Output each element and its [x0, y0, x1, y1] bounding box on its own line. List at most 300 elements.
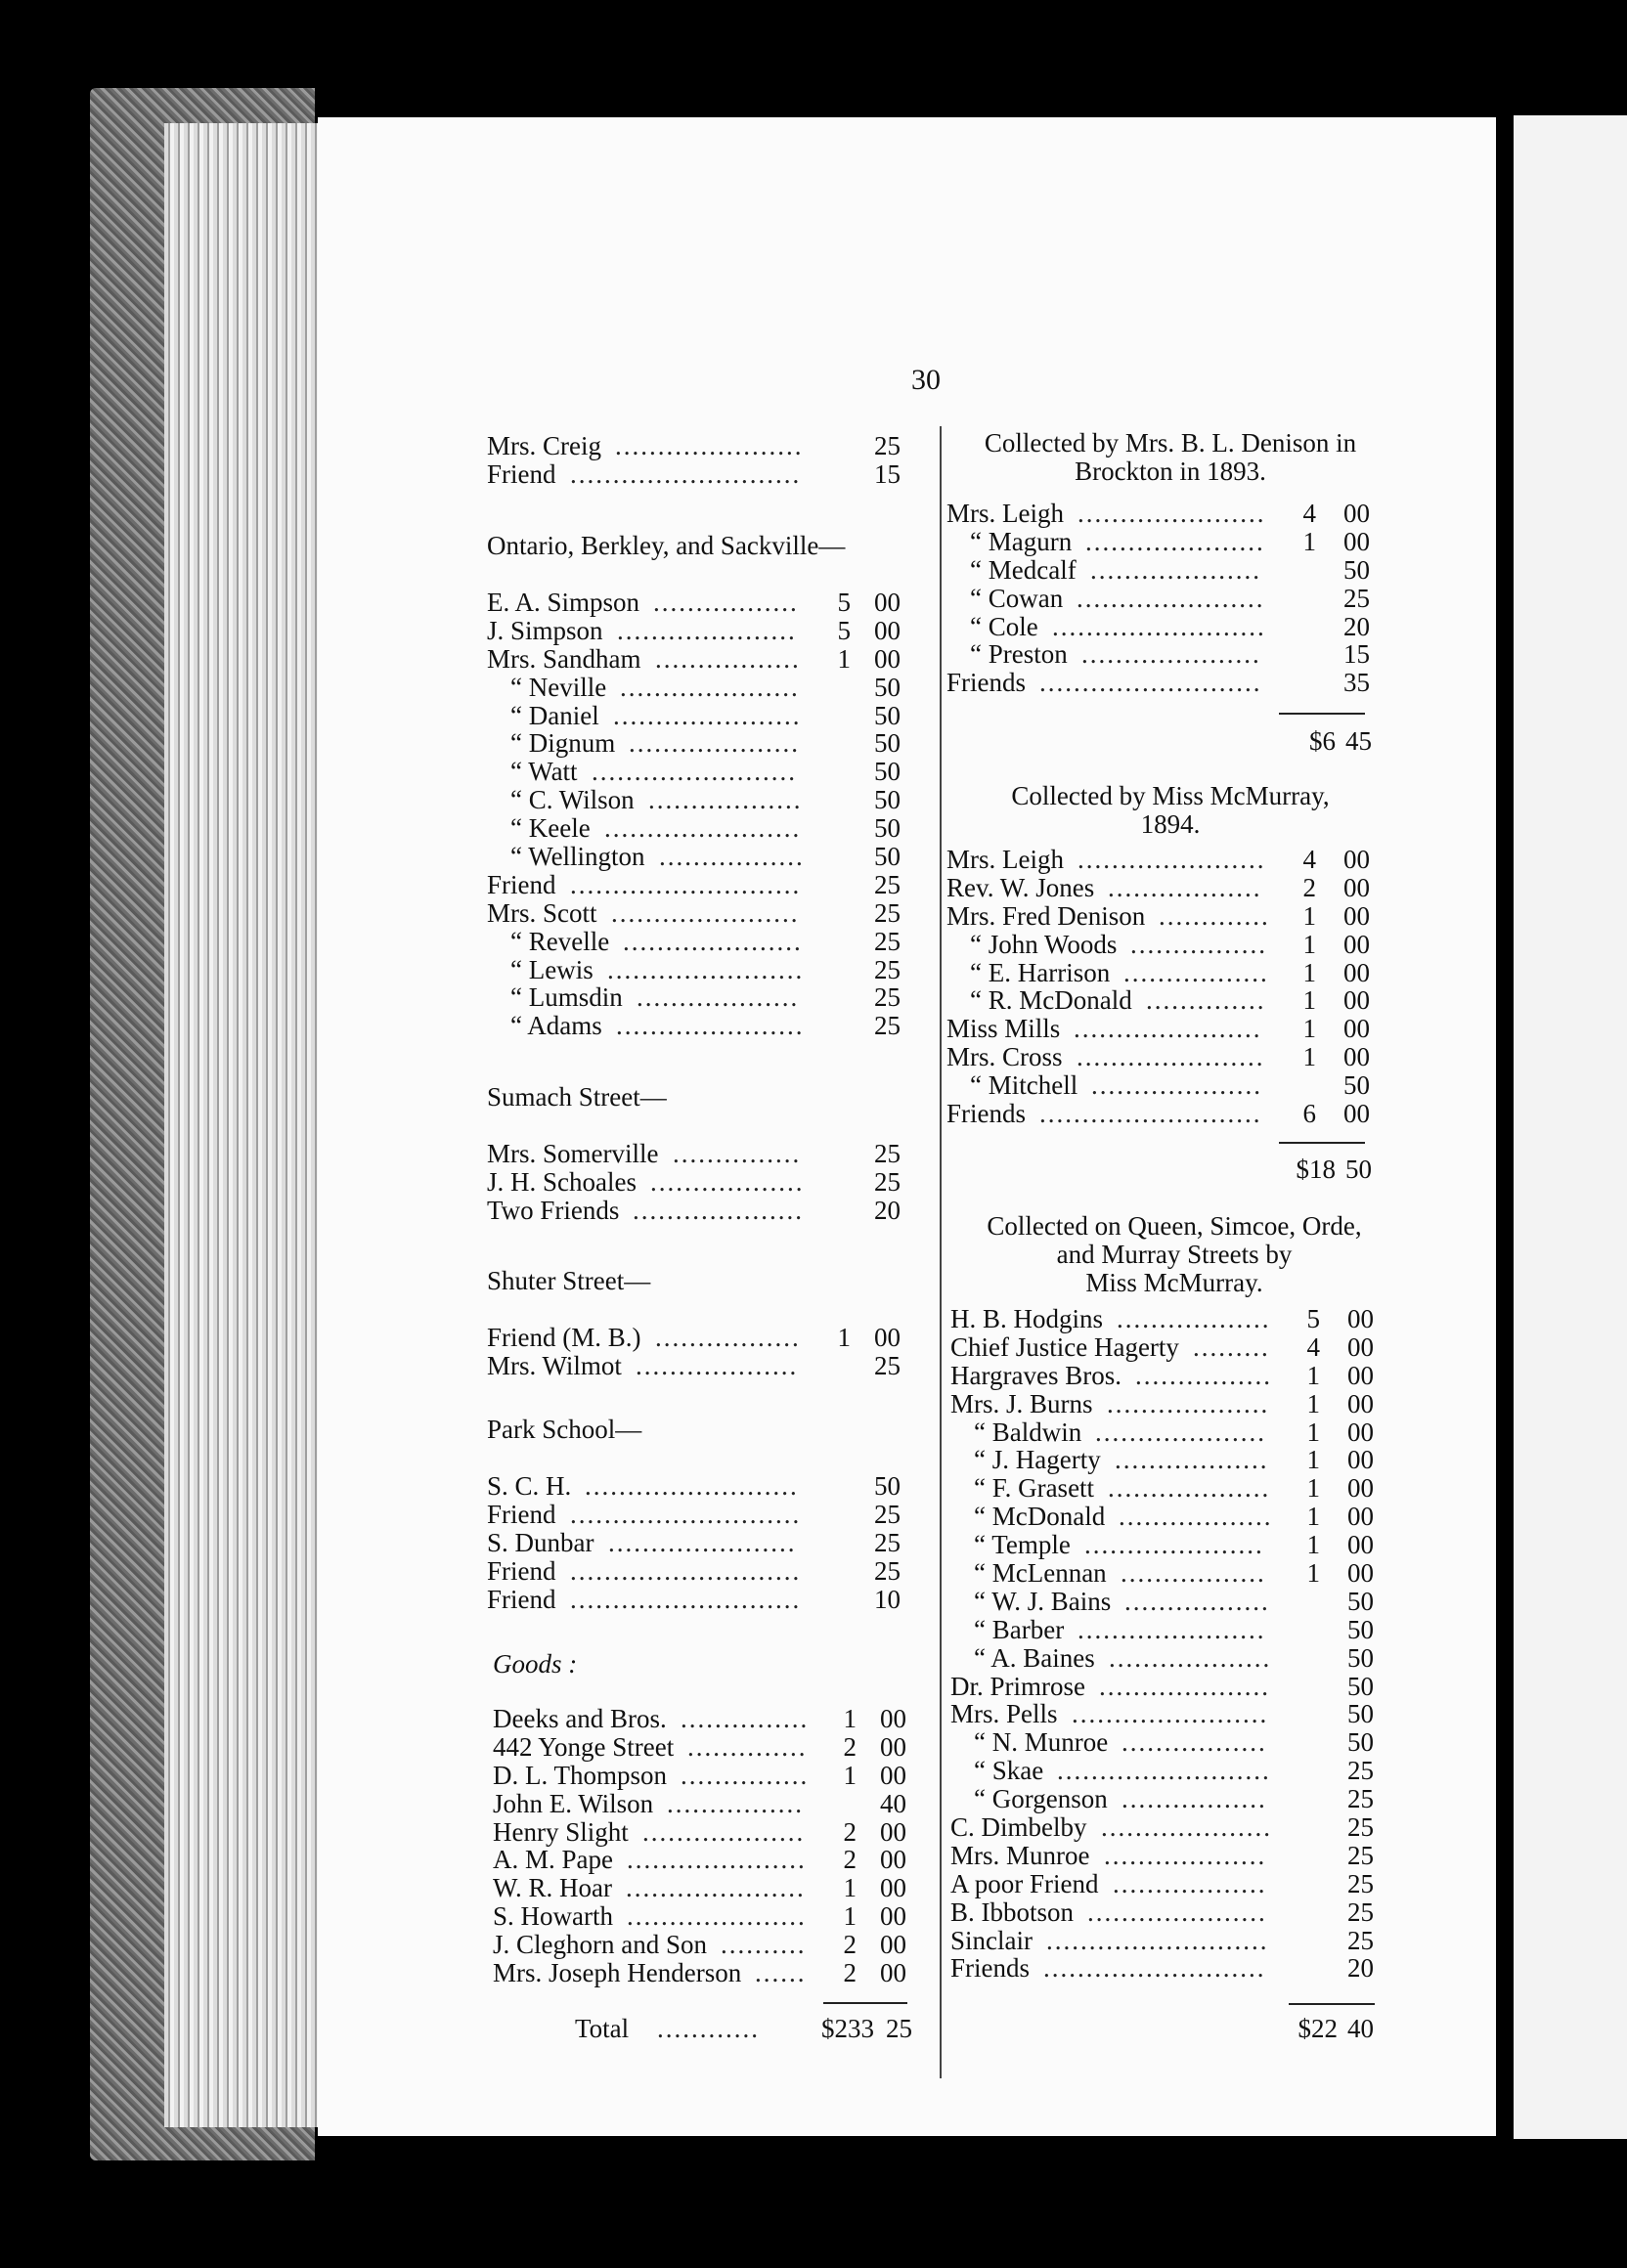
- amount-cents: 00: [1347, 1304, 1374, 1333]
- amount-cents: 10: [874, 1584, 901, 1614]
- amount-cents: 00: [1347, 1388, 1374, 1418]
- leader-dots: ..................: [648, 786, 803, 815]
- contributor-name: B. Ibbotson: [950, 1897, 1075, 1927]
- amount-cents: 00: [880, 1816, 906, 1847]
- leader-dots: ...................: [1107, 1389, 1270, 1418]
- ledger-row: [946, 500, 1377, 528]
- amount-dollars: 2: [843, 1930, 857, 1960]
- leader-dots: .....................: [620, 673, 800, 702]
- ledger-row: [950, 1927, 1381, 1955]
- ledger-row: [493, 1846, 915, 1874]
- total-dollars: $233: [821, 2014, 874, 2043]
- contributor-name: “ Barber: [974, 1614, 1065, 1644]
- amount-cents: 00: [874, 643, 901, 674]
- ledger-row: [950, 1418, 1381, 1447]
- amount-dollars: 1: [1306, 1445, 1320, 1475]
- leader-dots: ..........................: [1043, 1954, 1266, 1984]
- leader-dots: .................: [1124, 1587, 1270, 1616]
- amount-dollars: 5: [1306, 1304, 1320, 1333]
- denison-list: [946, 500, 1377, 697]
- leader-dots: ......................: [613, 701, 802, 730]
- ledger-row: [946, 931, 1377, 959]
- leader-dots: ......................: [615, 432, 804, 460]
- contributor-name: “ Revelle: [510, 926, 610, 956]
- page-number: 30: [911, 364, 941, 396]
- leader-dots: ......................: [1077, 846, 1266, 874]
- ledger-row: [493, 1733, 915, 1762]
- goods-list: [493, 1705, 915, 1987]
- queen-subtotal: [950, 2015, 1381, 2043]
- leader-dots: ....................: [1101, 1813, 1272, 1842]
- contributor-name: Hargraves Bros.: [950, 1360, 1121, 1390]
- amount-dollars: 1: [1306, 1417, 1320, 1447]
- leader-dots: ..............: [1146, 986, 1266, 1016]
- amount-cents: 25: [874, 869, 901, 899]
- amount-cents: 50: [874, 1471, 901, 1501]
- amount-cents: 50: [1343, 1070, 1370, 1101]
- amount-cents: 00: [874, 1323, 901, 1352]
- ledger-row: [487, 899, 909, 928]
- amount-dollars: 4: [1302, 845, 1316, 874]
- contributor-name: S. Howarth: [493, 1901, 613, 1932]
- ledger-row: [493, 1790, 915, 1818]
- contributor-name: “ Cole: [970, 611, 1038, 641]
- amount-cents: 00: [880, 1873, 906, 1903]
- amount-cents: 35: [1343, 668, 1370, 698]
- leader-dots: ...........................: [570, 870, 802, 899]
- amount-cents: 25: [1347, 1925, 1374, 1955]
- amount-cents: 25: [874, 1555, 901, 1586]
- ledger-row: [487, 983, 909, 1012]
- contributor-name: Rev. W. Jones: [946, 872, 1095, 902]
- contributor-name: “ Gorgenson: [974, 1784, 1108, 1814]
- leader-dots: .................: [1121, 1785, 1267, 1814]
- amount-cents: 00: [1343, 526, 1370, 556]
- contributor-name: Friend: [487, 1584, 556, 1614]
- amount-dollars: 1: [843, 1760, 857, 1790]
- leader-dots: .....................: [627, 1902, 807, 1932]
- contributor-name: S. C. H.: [487, 1471, 572, 1501]
- amount-dollars: 5: [837, 588, 851, 617]
- contributor-name: “ Magurn: [970, 526, 1073, 556]
- leader-dots: ..........................: [1039, 669, 1262, 698]
- ledger-row: [493, 1818, 915, 1847]
- ledger-row: [487, 1352, 909, 1380]
- left-top-list: [487, 432, 909, 489]
- contributor-name: Friend: [487, 1499, 556, 1529]
- shuter-list: [487, 1324, 909, 1380]
- contributor-name: J. H. Schoales: [487, 1166, 637, 1197]
- amount-cents: 00: [880, 1958, 906, 1988]
- ledger-row: [487, 674, 909, 702]
- leader-dots: ................: [1135, 1361, 1272, 1390]
- contributor-name: “ W. J. Bains: [974, 1586, 1112, 1616]
- heading-denison-line2: Brockton in 1893.: [1075, 457, 1266, 486]
- contributor-name: Friend: [487, 869, 556, 899]
- amount-cents: 50: [1347, 1586, 1374, 1616]
- mcmurray-subtotal-dollars: $18: [1296, 1155, 1336, 1184]
- leader-dots: ...........................: [570, 1500, 802, 1529]
- heading-queen-line3: Miss McMurray.: [1085, 1268, 1263, 1297]
- leader-dots: .....................: [1087, 1897, 1267, 1927]
- contributor-name: “ Neville: [510, 672, 607, 702]
- contributor-name: Mrs. Munroe: [950, 1840, 1090, 1870]
- ledger-row: [950, 1531, 1381, 1559]
- section-heading-sumach: Sumach Street—: [487, 1082, 667, 1112]
- ledger-row: [487, 1197, 909, 1225]
- leader-dots: ..................: [1119, 1503, 1273, 1532]
- leader-dots: .................: [1121, 1728, 1267, 1758]
- leader-dots: .....................: [1084, 1531, 1264, 1560]
- contributor-name: Mrs. Wilmot: [487, 1350, 622, 1380]
- contributor-name: Mrs. Cross: [946, 1042, 1063, 1072]
- amount-cents: 50: [874, 842, 901, 872]
- leader-dots: ......................: [1077, 1615, 1266, 1644]
- ledger-row: [487, 1529, 909, 1557]
- section-heading-park: Park School—: [487, 1415, 642, 1444]
- contributor-name: Mrs. Somerville: [487, 1139, 659, 1168]
- leader-dots: .........................: [1052, 612, 1266, 641]
- leader-dots: ...........................: [570, 1585, 802, 1614]
- leader-dots: ..........................: [1046, 1926, 1269, 1955]
- amount-cents: 25: [1347, 1784, 1374, 1814]
- heading-queen-line2: and Murray Streets by: [1056, 1240, 1293, 1269]
- ledger-row: [950, 1757, 1381, 1785]
- amount-dollars: 1: [1306, 1530, 1320, 1560]
- heading-queen-line1: Collected on Queen, Simcoe, Orde,: [987, 1211, 1362, 1241]
- ledger-row: [946, 640, 1377, 669]
- leader-dots: ..........: [721, 1931, 807, 1960]
- amount-cents: 00: [880, 1930, 906, 1960]
- contributor-name: Mrs. Leigh: [946, 845, 1064, 874]
- mcmurray-subtotal-cents: 50: [1345, 1155, 1372, 1184]
- ledger-row: [493, 1762, 915, 1790]
- amount-cents: 00: [1343, 499, 1370, 528]
- contributor-name: “ Temple: [974, 1530, 1071, 1560]
- amount-cents: 00: [1347, 1360, 1374, 1390]
- contributor-name: 442 Yonge Street: [493, 1731, 675, 1762]
- amount-dollars: 4: [1302, 499, 1316, 528]
- facing-page-edge: [1514, 115, 1627, 2139]
- contributor-name: “ Cowan: [970, 583, 1064, 613]
- ledger-row: [493, 1902, 915, 1931]
- ledger-row: [487, 786, 909, 814]
- amount-dollars: 2: [843, 1816, 857, 1847]
- amount-dollars: 1: [1302, 1042, 1316, 1072]
- ledger-row: [487, 460, 909, 489]
- ledger-row: [487, 1140, 909, 1168]
- leader-dots: ..................: [1113, 1869, 1267, 1898]
- contributor-name: J. Simpson: [487, 615, 603, 645]
- ledger-row: [487, 1501, 909, 1529]
- leader-dots: .....................: [627, 1846, 807, 1875]
- ledger-row: [946, 1100, 1377, 1128]
- leader-dots: .................: [1123, 958, 1269, 987]
- contributor-name: Deeks and Bros.: [493, 1704, 667, 1733]
- ledger-row: [487, 1012, 909, 1040]
- amount-cents: 00: [1343, 985, 1370, 1016]
- leader-dots: ...............: [681, 1705, 810, 1733]
- ledger-row: [946, 986, 1377, 1015]
- queen-list: [950, 1305, 1381, 1983]
- leader-dots: .....................: [1081, 640, 1261, 670]
- queen-subtotal-rule: [1289, 2003, 1375, 2005]
- contributor-name: Mrs. Sandham: [487, 643, 641, 674]
- amount-cents: 00: [880, 1901, 906, 1932]
- ledger-row: [950, 1644, 1381, 1673]
- ledger-row: [950, 1474, 1381, 1503]
- ledger-row: [946, 669, 1377, 697]
- amount-cents: 00: [1343, 1014, 1370, 1044]
- leader-dots: ..............: [687, 1732, 808, 1762]
- ledger-row: [950, 1446, 1381, 1474]
- contributor-name: Friend: [487, 458, 556, 489]
- amount-cents: 00: [880, 1845, 906, 1875]
- ledger-row: [493, 1874, 915, 1902]
- amount-dollars: 1: [1302, 526, 1316, 556]
- amount-dollars: 2: [1302, 872, 1316, 902]
- ledger-row: [487, 956, 909, 984]
- leader-dots: ....................: [1091, 1071, 1262, 1101]
- amount-dollars: 1: [843, 1704, 857, 1733]
- ledger-row: [946, 874, 1377, 902]
- amount-cents: 00: [1347, 1530, 1374, 1560]
- leader-dots: .........................: [1057, 1757, 1271, 1786]
- contributor-name: Friend: [487, 1555, 556, 1586]
- amount-cents: 25: [874, 954, 901, 984]
- leader-dots: .........................: [585, 1472, 799, 1501]
- contributor-name: Mrs. Scott: [487, 897, 597, 928]
- contributor-name: Mrs. Creig: [487, 431, 601, 460]
- contributor-name: “ Medcalf: [970, 554, 1077, 585]
- amount-cents: 25: [1347, 1812, 1374, 1843]
- amount-cents: 25: [1347, 1840, 1374, 1870]
- leader-dots: ...................: [1104, 1841, 1267, 1870]
- ledger-row: [487, 589, 909, 617]
- queen-subtotal-dollars: $22: [1297, 2014, 1338, 2043]
- amount-cents: 20: [1343, 611, 1370, 641]
- leader-dots: ....................: [633, 1196, 804, 1225]
- amount-cents: 00: [1343, 872, 1370, 902]
- ledger-row: [950, 1616, 1381, 1644]
- contributor-name: Mrs. Joseph Henderson: [493, 1958, 742, 1988]
- amount-dollars: 1: [1306, 1558, 1320, 1589]
- section-heading-shuter: Shuter Street—: [487, 1266, 651, 1295]
- leader-dots: .....................: [626, 1874, 806, 1903]
- contributor-name: E. A. Simpson: [487, 588, 640, 617]
- amount-cents: 00: [880, 1731, 906, 1762]
- leader-dots: ......................: [611, 898, 800, 928]
- sumach-list: [487, 1140, 909, 1225]
- amount-cents: 25: [1343, 583, 1370, 613]
- leader-dots: ......................: [1074, 1015, 1262, 1044]
- contributor-name: Mrs. Pells: [950, 1699, 1058, 1729]
- contributor-name: Friends: [946, 1099, 1026, 1129]
- ledger-row: [950, 1728, 1381, 1757]
- ledger-row: [950, 1390, 1381, 1418]
- ledger-row: [946, 585, 1377, 613]
- amount-cents: 25: [874, 1499, 901, 1529]
- contributor-name: Two Friends: [487, 1195, 620, 1225]
- amount-cents: 00: [1347, 1502, 1374, 1532]
- amount-dollars: 5: [837, 615, 851, 645]
- queen-subtotal-cents: 40: [1347, 2014, 1374, 2043]
- ledger-row: [946, 528, 1377, 556]
- leader-dots: ....................: [1095, 1418, 1266, 1447]
- leader-dots: ...........................: [570, 1556, 802, 1586]
- contributor-name: “ Dignum: [510, 728, 616, 759]
- ledger-row: [493, 1931, 915, 1959]
- amount-dollars: 2: [843, 1731, 857, 1762]
- amount-cents: 20: [874, 1195, 901, 1225]
- amount-cents: 00: [1343, 929, 1370, 959]
- contributor-name: A poor Friend: [950, 1868, 1099, 1898]
- amount-cents: 00: [1347, 1558, 1374, 1589]
- contributor-name: “ Lewis: [510, 954, 594, 984]
- ledger-row: [487, 928, 909, 956]
- contributor-name: “ McLennan: [974, 1558, 1107, 1589]
- amount-dollars: 1: [1302, 900, 1316, 931]
- denison-subtotal-dollars: $6: [1309, 726, 1336, 756]
- amount-cents: 00: [1343, 957, 1370, 987]
- section-heading-ontario: Ontario, Berkley, and Sackville—: [487, 531, 846, 560]
- ledger-row: [946, 613, 1377, 641]
- total-row: Total ............ $233 25: [493, 2015, 913, 2043]
- contributor-name: Dr. Primrose: [950, 1671, 1085, 1701]
- ledger-row: [946, 1071, 1377, 1100]
- page-edges: [164, 123, 330, 2127]
- contributor-name: “ F. Grasett: [974, 1473, 1095, 1504]
- contributor-name: “ McDonald: [974, 1502, 1106, 1532]
- contributor-name: W. R. Hoar: [493, 1873, 612, 1903]
- amount-cents: 00: [1343, 900, 1370, 931]
- leader-dots: .....................: [1085, 527, 1265, 556]
- leader-dots: ....................: [1090, 555, 1261, 585]
- leader-dots: ...........................: [570, 459, 802, 489]
- amount-dollars: 1: [1306, 1360, 1320, 1390]
- ledger-row: [946, 1015, 1377, 1043]
- leader-dots: ...................: [1108, 1474, 1271, 1504]
- amount-cents: 00: [1347, 1331, 1374, 1362]
- contributor-name: Sinclair: [950, 1925, 1033, 1955]
- contributor-name: Henry Slight: [493, 1816, 629, 1847]
- contributor-name: John E. Wilson: [493, 1788, 654, 1818]
- amount-cents: 50: [874, 785, 901, 815]
- leader-dots: .................: [653, 589, 799, 617]
- ledger-row: [487, 1472, 909, 1501]
- leader-dots: ......: [755, 1959, 807, 1987]
- amount-cents: 25: [874, 897, 901, 928]
- leader-dots: ......................: [616, 1012, 805, 1041]
- amount-dollars: 1: [1302, 957, 1316, 987]
- amount-cents: 25: [1347, 1756, 1374, 1786]
- amount-cents: 25: [874, 926, 901, 956]
- section-heading-goods: Goods :: [493, 1649, 578, 1679]
- amount-cents: 00: [1347, 1473, 1374, 1504]
- leader-dots: ......................: [608, 1528, 797, 1557]
- contributor-name: “ Skae: [974, 1756, 1044, 1786]
- contributor-name: “ Preston: [970, 639, 1068, 670]
- ledger-row: [487, 843, 909, 871]
- amount-cents: 50: [874, 728, 901, 759]
- leader-dots: ..................: [1115, 1446, 1269, 1475]
- contributor-name: “ Mitchell: [970, 1070, 1078, 1101]
- leader-dots: ....................: [629, 729, 800, 759]
- leader-dots: .............: [1159, 901, 1270, 931]
- contributor-name: “ E. Harrison: [970, 957, 1111, 987]
- denison-subtotal-cents: 45: [1345, 726, 1372, 756]
- leader-dots: .................: [655, 644, 801, 674]
- leader-dots: ...................: [1109, 1643, 1272, 1673]
- amount-cents: 50: [1347, 1671, 1374, 1701]
- amount-dollars: 1: [1306, 1473, 1320, 1504]
- amount-cents: 00: [880, 1760, 906, 1790]
- amount-cents: 50: [1347, 1699, 1374, 1729]
- amount-cents: 50: [874, 700, 901, 730]
- contributor-name: Mrs. J. Burns: [950, 1388, 1093, 1418]
- ledger-row: [946, 959, 1377, 987]
- amount-cents: 25: [874, 1139, 901, 1168]
- ledger-row: [487, 702, 909, 730]
- ledger-row: [950, 1954, 1381, 1983]
- amount-dollars: 1: [843, 1901, 857, 1932]
- amount-cents: 00: [1343, 845, 1370, 874]
- ledger-row: [487, 617, 909, 645]
- heading-mcmurray-line1: Collected by Miss McMurray,: [1011, 781, 1330, 810]
- amount-cents: 25: [874, 1011, 901, 1041]
- amount-cents: 00: [1343, 1099, 1370, 1129]
- ledger-row: [950, 1333, 1381, 1362]
- leader-dots: ...................: [637, 983, 800, 1013]
- leader-dots: ......................: [1077, 584, 1265, 613]
- ledger-row: [487, 729, 909, 758]
- ledger-row: [946, 556, 1377, 585]
- leader-dots: .......................: [1072, 1700, 1269, 1729]
- amount-cents: 50: [1347, 1727, 1374, 1758]
- leader-dots: ..........................: [1039, 1100, 1262, 1128]
- total-label: Total: [575, 2014, 630, 2043]
- leader-dots: ..................: [650, 1167, 805, 1197]
- amount-cents: 25: [1347, 1897, 1374, 1927]
- leader-dots: ......................: [1077, 1043, 1265, 1072]
- contributor-name: Friends: [950, 1953, 1030, 1984]
- leader-dots: ........................: [592, 758, 797, 787]
- amount-dollars: 1: [1302, 985, 1316, 1016]
- leader-dots: ...............: [673, 1140, 802, 1168]
- contributor-name: Miss Mills: [946, 1014, 1061, 1044]
- ledger-row: [946, 902, 1377, 931]
- ledger-row: [487, 1168, 909, 1197]
- leader-dots: .....................: [623, 927, 803, 956]
- leader-dots: .........: [1193, 1332, 1270, 1362]
- contributor-name: “ Baldwin: [974, 1417, 1082, 1447]
- ledger-row: [487, 1324, 909, 1352]
- contributor-name: Friend (M. B.): [487, 1323, 641, 1352]
- amount-cents: 25: [1347, 1868, 1374, 1898]
- mcmurray-list: [946, 846, 1377, 1128]
- contributor-name: “ Lumsdin: [510, 982, 623, 1013]
- ledger-row: [487, 871, 909, 899]
- amount-cents: 50: [1347, 1642, 1374, 1673]
- leader-dots: .......................: [604, 814, 802, 844]
- ledger-row: [946, 1043, 1377, 1071]
- amount-cents: 20: [1347, 1953, 1374, 1984]
- amount-cents: 50: [1347, 1614, 1374, 1644]
- contributor-name: D. L. Thompson: [493, 1760, 668, 1790]
- amount-cents: 00: [880, 1704, 906, 1733]
- ledger-row: [493, 1959, 915, 1987]
- total-rule: [823, 2002, 907, 2004]
